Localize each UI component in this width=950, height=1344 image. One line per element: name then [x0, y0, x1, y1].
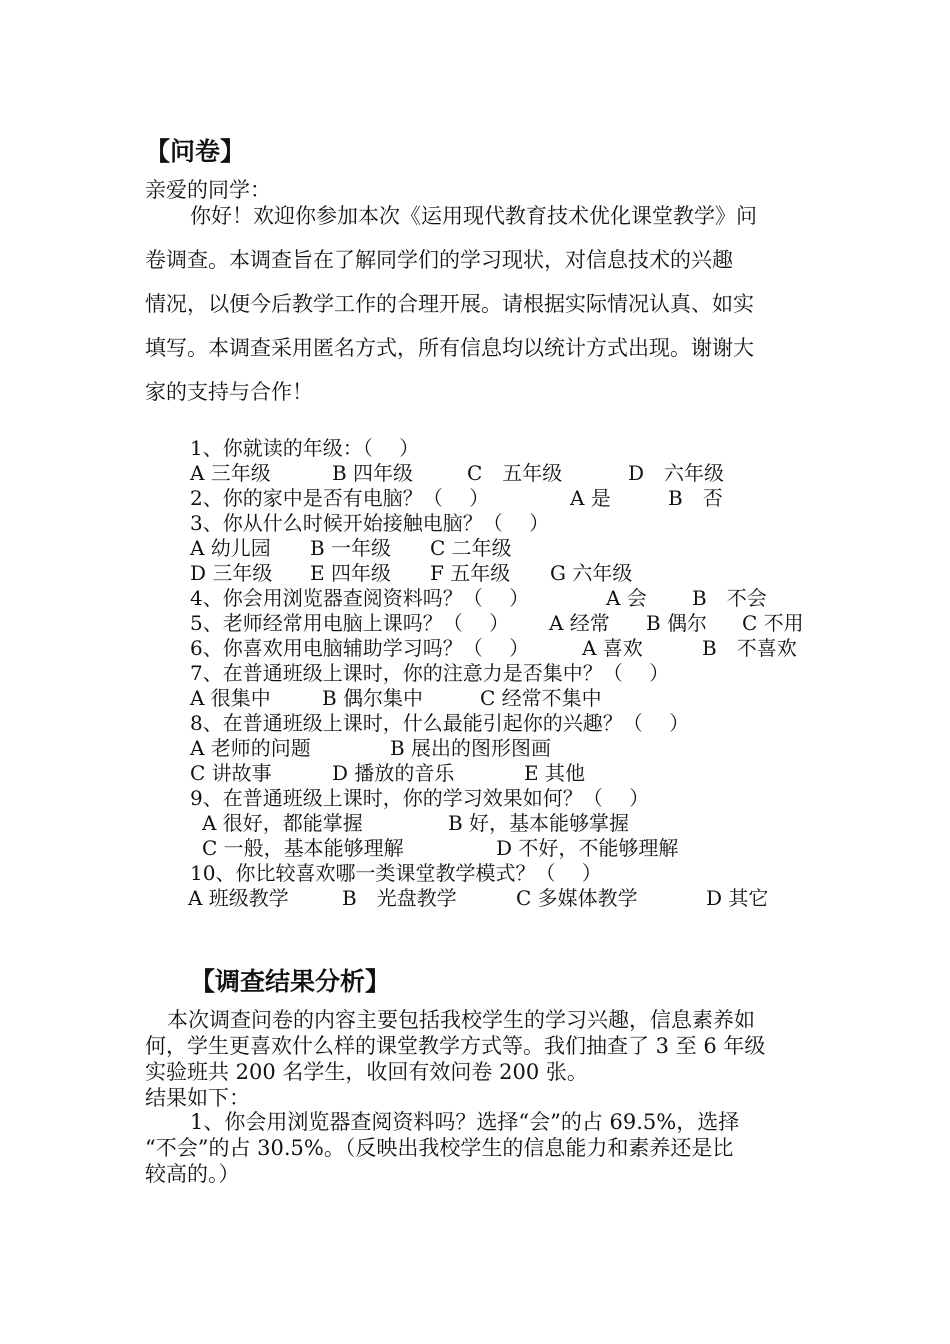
q10-option-d[interactable]: D 其它 — [706, 886, 769, 910]
q3-option-c[interactable]: C 二年级 — [430, 536, 512, 560]
q4-option-b[interactable]: B 不会 — [692, 586, 767, 610]
q10-option-a[interactable]: A 班级教学 — [188, 886, 289, 910]
result-1-line-2: “不会”的占 30.5%。（反映出我校学生的信息能力和素养还是比 — [145, 1136, 734, 1160]
question-2: 2、你的家中是否有电脑？（ ） — [190, 486, 490, 510]
q7-option-b[interactable]: B 偶尔集中 — [322, 686, 424, 710]
q2-option-a[interactable]: A 是 — [570, 486, 611, 510]
q2-option-b[interactable]: B 否 — [668, 486, 723, 510]
q1-option-a[interactable]: A 三年级 — [190, 461, 271, 485]
intro-line-3: 情况，以便今后教学工作的合理开展。请根据实际情况认真、如实 — [145, 292, 754, 316]
q9-option-a[interactable]: A 很好，都能掌握 — [202, 811, 363, 835]
q8-option-b[interactable]: B 展出的图形图画 — [390, 736, 552, 760]
question-1-options — [0, 457, 950, 483]
q5-option-c[interactable]: C 不用 — [742, 611, 804, 635]
q6-option-a[interactable]: A 喜欢 — [582, 636, 643, 660]
question-10: 10、你比较喜欢哪一类课堂教学模式？（ ） — [190, 861, 602, 885]
q3-option-e[interactable]: E 四年级 — [310, 561, 391, 585]
q8-option-e[interactable]: E 其他 — [524, 761, 585, 785]
q8-option-d[interactable]: D 播放的音乐 — [332, 761, 455, 785]
q9-option-d[interactable]: D 不好，不能够理解 — [496, 836, 679, 860]
result-1-line-3: 较高的。） — [145, 1162, 240, 1186]
q4-option-a[interactable]: A 会 — [606, 586, 647, 610]
intro-line-1: 你好！欢迎你参加本次《运用现代教育技术优化课堂教学》问 — [190, 204, 757, 228]
question-6: 6、你喜欢用电脑辅助学习吗？（ ） — [190, 636, 530, 660]
question-8-options-row2 — [0, 757, 950, 783]
q5-option-b[interactable]: B 偶尔 — [646, 611, 708, 635]
q5-option-a[interactable]: A 经常 — [549, 611, 610, 635]
question-3: 3、你从什么时候开始接触电脑？（ ） — [190, 511, 550, 535]
question-5: 5、老师经常用电脑上课吗？（ ） — [190, 611, 510, 635]
q1-option-d[interactable]: D 六年级 — [628, 461, 725, 485]
question-9-options-row1 — [0, 807, 950, 833]
q3-option-f[interactable]: F 五年级 — [430, 561, 511, 585]
q3-option-g[interactable]: G 六年级 — [550, 561, 633, 585]
analysis-heading: 【调查结果分析】 — [190, 967, 391, 996]
q10-option-b[interactable]: B 光盘教学 — [342, 886, 457, 910]
question-10-options — [0, 882, 950, 908]
question-5-row — [0, 607, 950, 633]
question-3-options-row2 — [0, 557, 950, 583]
intro-line-4: 填写。本调查采用匿名方式，所有信息均以统计方式出现。谢谢大 — [145, 336, 754, 360]
question-3-options-row1 — [0, 532, 950, 558]
q9-option-b[interactable]: B 好，基本能够掌握 — [448, 811, 630, 835]
intro-line-2: 卷调查。本调查旨在了解同学们的学习现状，对信息技术的兴趣 — [145, 248, 733, 272]
analysis-line-1: 本次调查问卷的内容主要包括我校学生的学习兴趣，信息素养如 — [167, 1008, 755, 1032]
result-label: 结果如下： — [145, 1086, 250, 1110]
question-9-options-row2 — [0, 832, 950, 858]
question-6-row — [0, 632, 950, 658]
question-4: 4、你会用浏览器查阅资料吗？（ ） — [190, 586, 530, 610]
analysis-line-3: 实验班共 200 名学生，收回有效问卷 200 张。 — [145, 1060, 588, 1084]
q7-option-a[interactable]: A 很集中 — [190, 686, 271, 710]
q1-option-b[interactable]: B 四年级 — [332, 461, 414, 485]
question-9: 9、在普通班级上课时，你的学习效果如何？（ ） — [190, 786, 650, 810]
question-1: 1、你就读的年级：（ ） — [190, 436, 420, 460]
q8-option-c[interactable]: C 讲故事 — [190, 761, 272, 785]
q6-option-b[interactable]: B 不喜欢 — [702, 636, 797, 660]
q3-option-d[interactable]: D 三年级 — [190, 561, 273, 585]
question-2-row — [0, 482, 950, 508]
q1-option-c[interactable]: C 五年级 — [467, 461, 563, 485]
result-1-line-1: 1、你会用浏览器查阅资料吗？选择“会”的占 69.5%，选择 — [190, 1110, 740, 1134]
q8-option-a[interactable]: A 老师的问题 — [190, 736, 311, 760]
intro-line-5: 家的支持与合作！ — [145, 380, 313, 404]
question-8-options-row1 — [0, 732, 950, 758]
analysis-line-2: 何，学生更喜欢什么样的课堂教学方式等。我们抽查了 3 至 6 年级 — [145, 1034, 766, 1058]
q3-option-a[interactable]: A 幼儿园 — [190, 536, 271, 560]
question-7-options — [0, 682, 950, 708]
q10-option-c[interactable]: C 多媒体教学 — [516, 886, 638, 910]
question-8: 8、在普通班级上课时，什么最能引起你的兴趣？（ ） — [190, 711, 690, 735]
questionnaire-heading: 【问卷】 — [145, 137, 246, 166]
q3-option-b[interactable]: B 一年级 — [310, 536, 392, 560]
greeting: 亲爱的同学： — [145, 178, 271, 202]
question-7: 7、在普通班级上课时，你的注意力是否集中？（ ） — [190, 661, 670, 685]
q9-option-c[interactable]: C 一般，基本能够理解 — [202, 836, 404, 860]
q7-option-c[interactable]: C 经常不集中 — [480, 686, 602, 710]
question-4-row — [0, 582, 950, 608]
